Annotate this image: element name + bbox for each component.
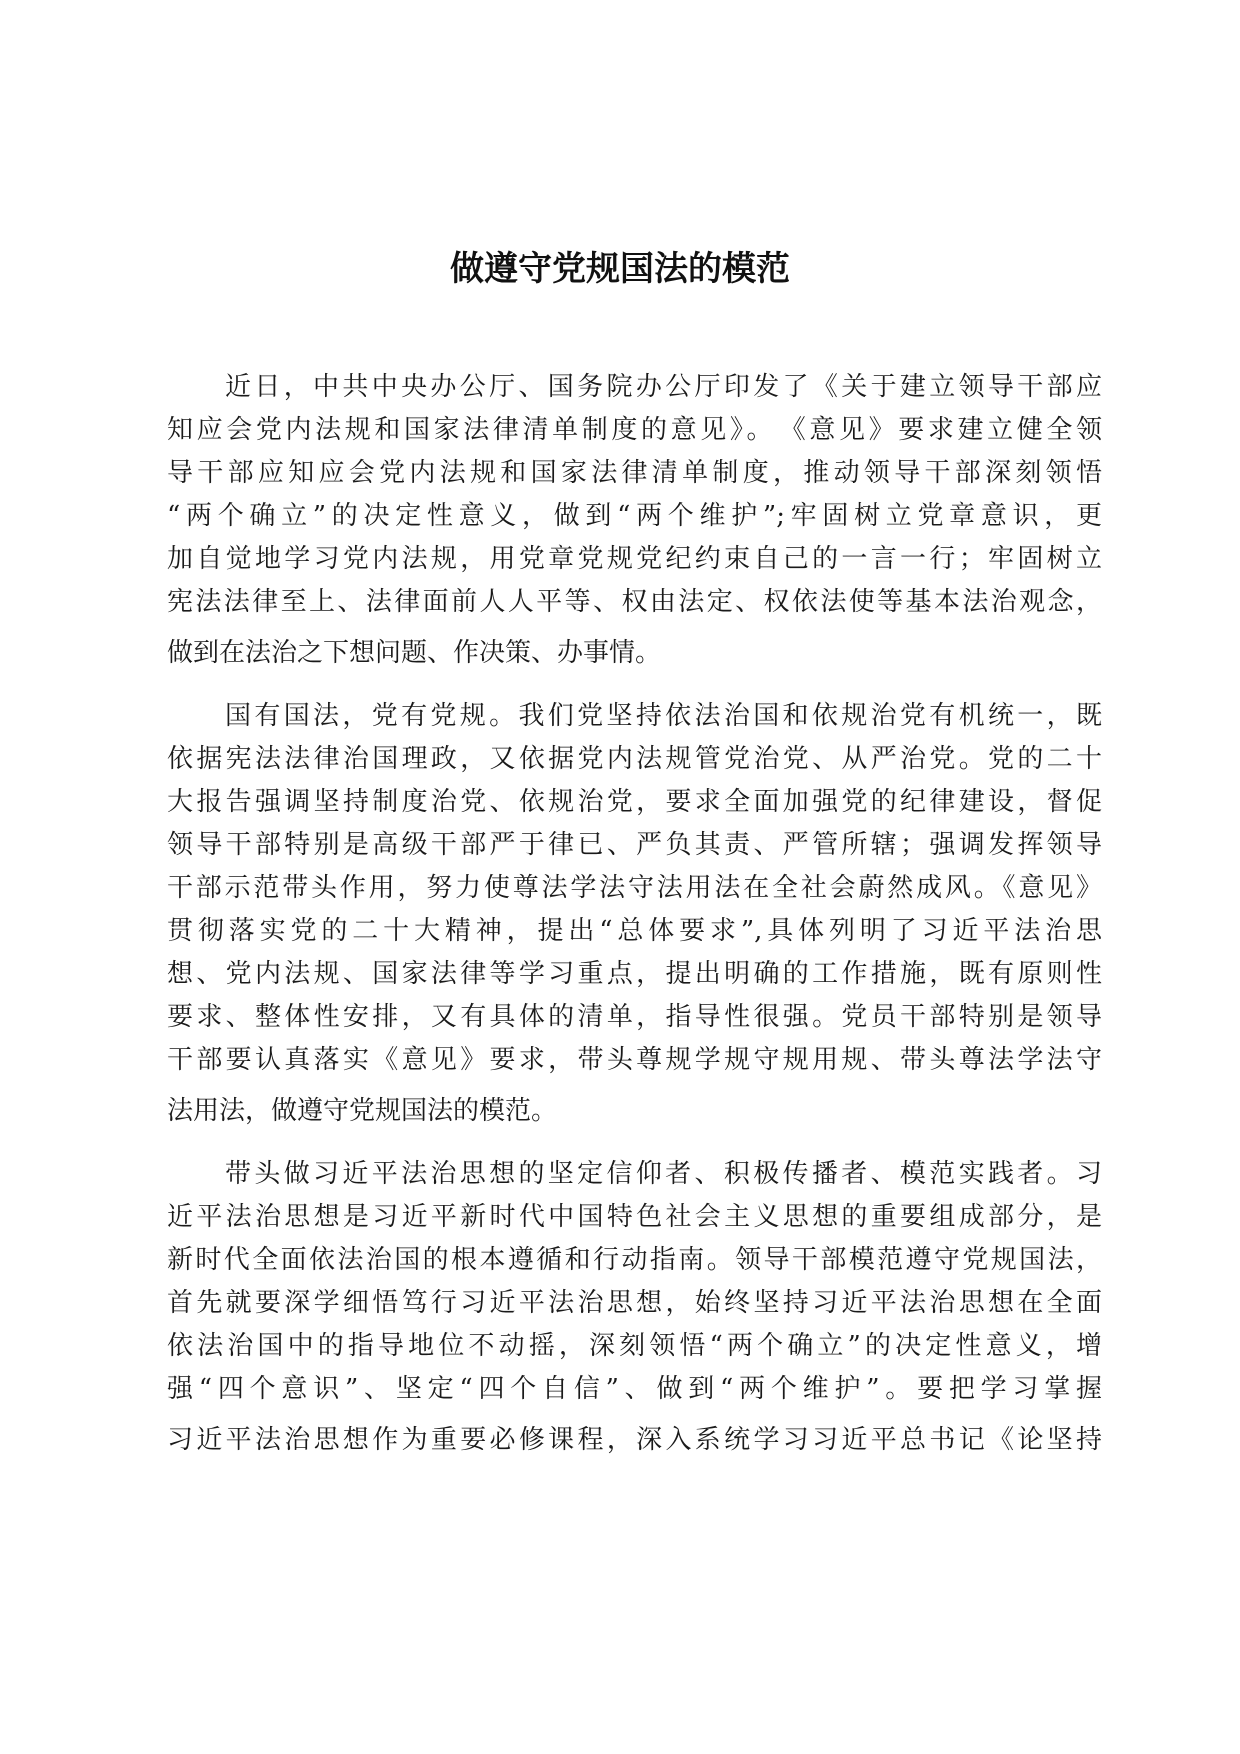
paragraph-3-line-6: 强“四个意识”、坚定“四个自信”、做到“两个维护”。要把学习掌握 [167,1374,1102,1404]
paragraph-1-line-7: 做到在法治之下想问题、作决策、办事情。 [167,638,662,668]
paragraph-2-line-6: 贯彻落实党的二十大精神，提出“总体要求”,具体列明了习近平法治思 [167,916,1102,946]
paragraph-2-line-3: 大报告强调坚持制度治党、依规治党，要求全面加强党的纪律建设，督促 [167,787,1102,817]
paragraph-2-line-1: 国有国法，党有党规。我们党坚持依法治国和依规治党有机统一，既 [225,701,1102,731]
paragraph-3-line-5: 依法治国中的指导地位不动摇，深刻领悟“两个确立”的决定性意义，增 [167,1331,1102,1361]
paragraph-1-line-4: “两个确立”的决定性意义，做到“两个维护”;牢固树立党章意识，更 [167,501,1102,531]
paragraph-2-line-5: 干部示范带头作用，努力使尊法学法守法用法在全社会蔚然成风。《意见》 [167,873,1102,903]
document-body [167,0,1102,1754]
paragraph-1-line-2: 知应会党内法规和国家法律清单制度的意见》。 《意见》要求建立健全领 [167,415,1102,445]
document-title: 做遵守党规国法的模范 [450,249,790,289]
paragraph-3-line-3: 新时代全面依法治国的根本遵循和行动指南。领导干部模范遵守党规国法， [167,1245,1102,1275]
paragraph-2-line-10: 法用法，做遵守党规国法的模范。 [167,1096,558,1126]
paragraph-3-line-4: 首先就要深学细悟笃行习近平法治思想，始终坚持习近平法治思想在全面 [167,1288,1102,1318]
paragraph-1-line-3: 导干部应知应会党内法规和国家法律清单制度，推动领导干部深刻领悟 [167,458,1102,488]
paragraph-1-line-1: 近日，中共中央办公厅、国务院办公厅印发了《关于建立领导干部应 [225,372,1102,402]
paragraph-2-line-4: 领导干部特别是高级干部严于律已、严负其责、严管所辖；强调发挥领导 [167,830,1102,860]
paragraph-2-line-9: 干部要认真落实《意见》要求，带头尊规学规守规用规、带头尊法学法守 [167,1045,1102,1075]
paragraph-1-line-5: 加自觉地学习党内法规，用党章党规党纪约束自己的一言一行；牢固树立 [167,544,1102,574]
paragraph-3-line-2: 近平法治思想是习近平新时代中国特色社会主义思想的重要组成部分，是 [167,1202,1102,1232]
paragraph-3-line-7: 习近平法治思想作为重要必修课程，深入系统学习习近平总书记《论坚持 [167,1425,1102,1455]
paragraph-1-line-6: 宪法法律至上、法律面前人人平等、权由法定、权依法使等基本法治观念， [167,587,1102,617]
paragraph-2-line-2: 依据宪法法律治国理政，又依据党内法规管党治党、从严治党。党的二十 [167,744,1102,774]
paragraph-3-line-1: 带头做习近平法治思想的坚定信仰者、积极传播者、模范实践者。习 [225,1159,1102,1189]
paragraph-2-line-7: 想、党内法规、国家法律等学习重点，提出明确的工作措施，既有原则性 [167,959,1102,989]
paragraph-2-line-8: 要求、整体性安排，又有具体的清单，指导性很强。党员干部特别是领导 [167,1002,1102,1032]
